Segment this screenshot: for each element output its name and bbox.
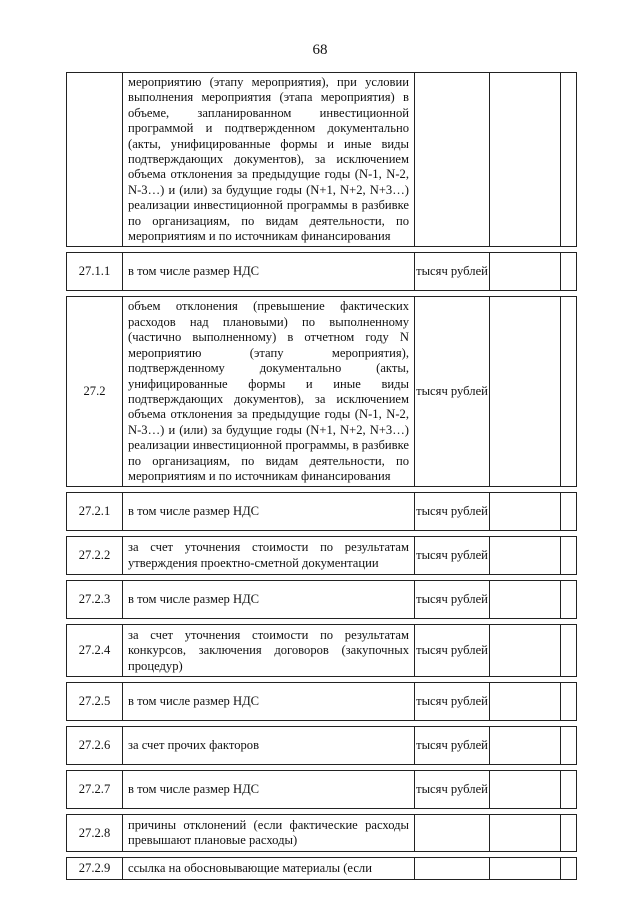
row-number: 27.2.3 [67, 581, 123, 619]
row-unit [415, 815, 490, 852]
value-cell [490, 815, 561, 852]
table-row [67, 727, 577, 765]
value-cell [490, 683, 561, 721]
row-unit: тысяч рублей [415, 625, 490, 677]
value-cell [561, 815, 577, 852]
value-cell [561, 858, 577, 880]
page-number: 68 [312, 42, 328, 58]
value-cell [561, 727, 577, 765]
row-description: объем отклонения (превышение фактических расходов над плановыми) по выполненному (частично выполненному) в отчетном году N мероприятию (этапу мероприятия), подтвержденному документально (акты, унифицированные формы и иные виды подтверждающих документов), за исключением объема отклонения за предыдущие годы (N-1, N-2, N-3…) и (или) за будущие годы (N+1, N+2, N+3…) реализации инвестиционной программы, в разбивке по организациям, по видам деятельности, по мероприятиям и по источникам финансирования [123, 297, 415, 487]
value-cell [561, 581, 577, 619]
row-number: 27.2.5 [67, 683, 123, 721]
row-unit: тысяч рублей [415, 297, 490, 487]
row-unit [415, 858, 490, 880]
value-cell [561, 683, 577, 721]
value-cell [490, 253, 561, 291]
table-row [67, 771, 577, 809]
value-cell [561, 493, 577, 531]
value-cell [490, 625, 561, 677]
row-number: 27.2.9 [67, 858, 123, 880]
table-row [67, 493, 577, 531]
table-row [67, 581, 577, 619]
value-cell [490, 581, 561, 619]
value-cell [561, 253, 577, 291]
row-number [67, 73, 123, 247]
value-cell [490, 858, 561, 880]
row-description: в том числе размер НДС [123, 771, 415, 809]
value-cell [561, 73, 577, 247]
value-cell [490, 537, 561, 575]
value-cell [561, 297, 577, 487]
indicator-table [66, 72, 577, 880]
row-unit: тысяч рублей [415, 683, 490, 721]
value-cell [490, 771, 561, 809]
row-unit: тысяч рублей [415, 727, 490, 765]
row-unit: тысяч рублей [415, 493, 490, 531]
value-cell [490, 493, 561, 531]
row-number: 27.2.4 [67, 625, 123, 677]
row-description: в том числе размер НДС [123, 581, 415, 619]
row-description: мероприятию (этапу мероприятия), при условии выполнения мероприятия (этапа мероприятия) в объеме, запланированном инвестиционной программой и подтвержденном документально (акты, унифицированные формы и иные виды подтверждающих документов), за исключением объема отклонения за предыдущие годы (N-1, N-2, N-3…) и (или) за будущие годы (N+1, N+2, N+3…) реализации инвестиционной программы в разбивке по организациям, по видам деятельности, по мероприятиям и по источникам финансирования [123, 73, 415, 247]
table-row [67, 537, 577, 575]
row-number: 27.2.8 [67, 815, 123, 852]
row-description: за счет уточнения стоимости по результатам конкурсов, заключения договоров (закупочных процедур) [123, 625, 415, 677]
value-cell [490, 727, 561, 765]
value-cell [561, 625, 577, 677]
row-description: причины отклонений (если фактические расходы превышают плановые расходы) [123, 815, 415, 852]
row-description: за счет уточнения стоимости по результатам утверждения проектно-сметной документации [123, 537, 415, 575]
value-cell [490, 297, 561, 487]
table-row [67, 815, 577, 852]
row-description: за счет прочих факторов [123, 727, 415, 765]
row-description: ссылка на обосновывающие материалы (если [123, 858, 415, 880]
value-cell [561, 537, 577, 575]
row-number: 27.2.2 [67, 537, 123, 575]
table-row [67, 683, 577, 721]
value-cell [490, 73, 561, 247]
row-description: в том числе размер НДС [123, 493, 415, 531]
row-number: 27.2.1 [67, 493, 123, 531]
row-unit: тысяч рублей [415, 537, 490, 575]
row-number: 27.2.6 [67, 727, 123, 765]
row-description: в том числе размер НДС [123, 683, 415, 721]
value-cell [561, 771, 577, 809]
row-unit: тысяч рублей [415, 581, 490, 619]
table-row [67, 858, 577, 880]
row-description: в том числе размер НДС [123, 253, 415, 291]
row-number: 27.1.1 [67, 253, 123, 291]
table-row [67, 253, 577, 291]
row-unit: тысяч рублей [415, 771, 490, 809]
table-row [67, 297, 577, 487]
row-number: 27.2 [67, 297, 123, 487]
row-number: 27.2.7 [67, 771, 123, 809]
table-row [67, 625, 577, 677]
row-unit [415, 73, 490, 247]
table-row [67, 73, 577, 247]
row-unit: тысяч рублей [415, 253, 490, 291]
